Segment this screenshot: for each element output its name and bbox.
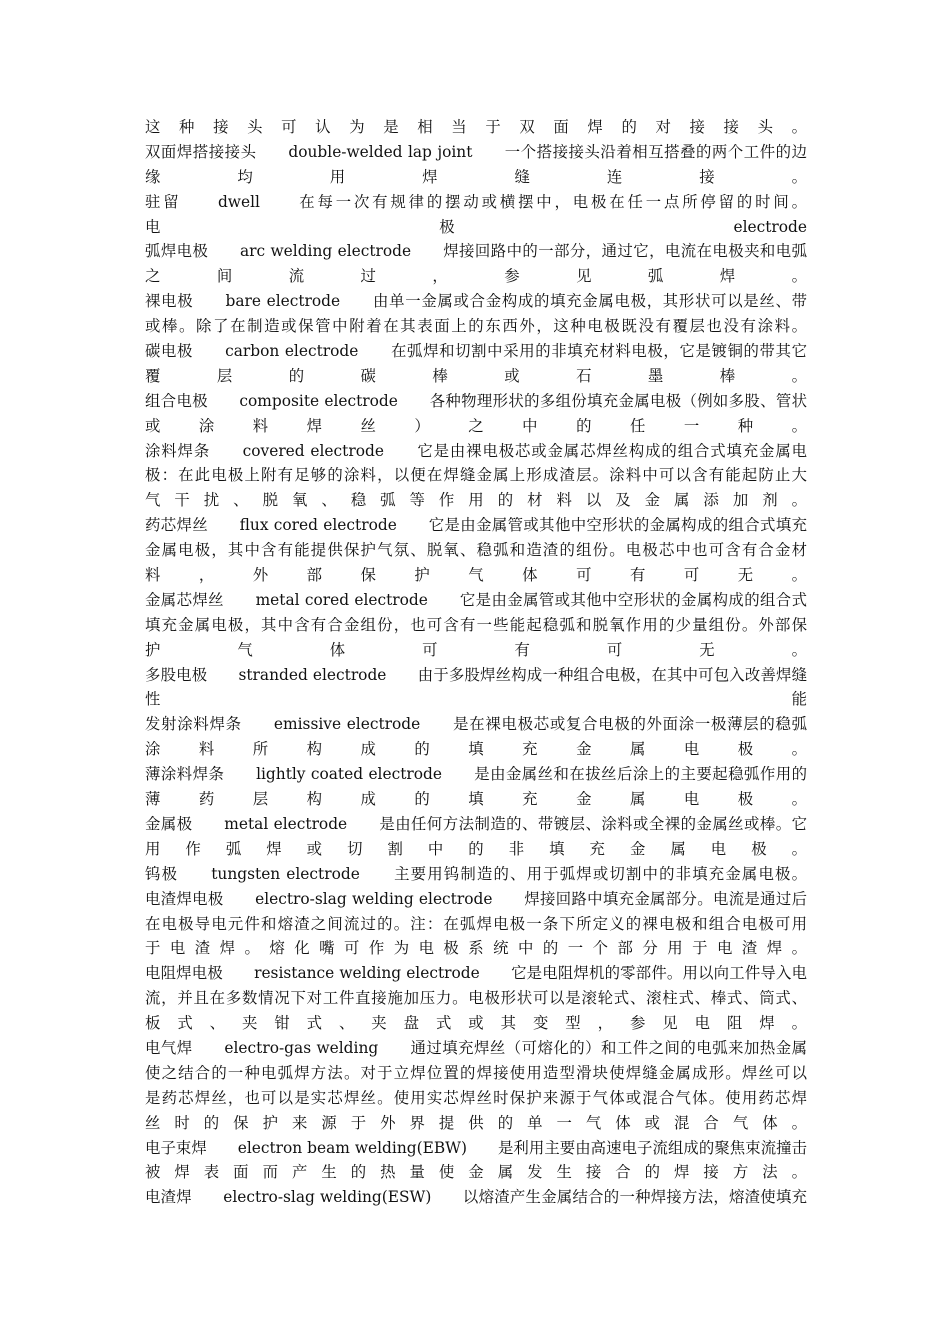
text-line: 填充金属电极，其中含有合金组份，也可含有一些能起稳弧和脱氧作用的少量组份。外部保 (145, 615, 807, 634)
text-line: 护 气 体 可 有 可 无 。 (145, 640, 807, 659)
term-entry-line: 组合电极 composite electrode 各种物理形状的多组份填充金属电极（例如多股、管状 (145, 391, 807, 410)
text-line: 性 能 (145, 690, 807, 709)
term-entry-line: 薄涂料焊条 lightly coated electrode 是由金属丝和在拔丝后涂上的主要起稳弧作用的 (145, 765, 807, 784)
document-body (145, 115, 807, 1210)
text-line: 这 种 接 头 可 认 为 是 相 当 于 双 面 焊 的 对 接 接 头 。 (145, 118, 807, 136)
term-entry-line: 裸电极 bare electrode 由单一金属或合金构成的填充金属电极，其形状可以是丝、带 (145, 292, 807, 311)
term-entry-line: 双面焊搭接接头 double-welded lap joint 一个搭接接头沿着相互搭叠的两个工件的边 (145, 142, 807, 161)
term-entry-line: 电渣焊电极 electro-slag welding electrode 焊接回路中填充金属部分。电流是通过后 (145, 889, 807, 908)
term-entry-line: 电气焊 electro-gas welding 通过填充焊丝（可熔化的）和工件之间的电弧来加热金属 (145, 1038, 807, 1057)
term-entry-line: 钨极 tungsten electrode 主要用钨制造的、用于弧焊或切割中的非填充金属电极。 (145, 864, 807, 883)
term-entry-line: 弧焊电极 arc welding electrode 焊接回路中的一部分，通过它，电流在电极夹和电弧 (145, 242, 807, 261)
term-entry-line: 电渣焊 electro-slag welding(ESW) 以熔渣产生金属结合的一种焊接方法，熔渣使填充 (145, 1188, 807, 1207)
term-entry-line: 电阻焊电极 resistance welding electrode 它是电阻焊机的零部件。用以向工件导入电 (145, 964, 807, 983)
text-line: 极：在此电极上附有足够的涂料，以便在焊缝金属上形成渣层。涂料中可以含有能起防止大 (145, 466, 807, 485)
term-entry-line: 涂料焊条 covered electrode 它是由裸电极芯或金属芯焊丝构成的组合式填充金属电 (145, 441, 807, 460)
text-line: 缘 均 用 焊 缝 连 接 。 (145, 167, 807, 186)
text-line: 涂 料 所 构 成 的 填 充 金 属 电 极 。 (145, 740, 807, 759)
text-line: 覆 层 的 碳 棒 或 石 墨 棒 。 (145, 366, 807, 385)
text-line: 流，并且在多数情况下对工件直接施加压力。电极形状可以是滚轮式、滚柱式、棒式、筒式、 (145, 989, 807, 1008)
text-line: 气 干 扰 、 脱 氧 、 稳 弧 等 作 用 的 材 料 以 及 金 属 添 加 剂 。 (145, 491, 807, 510)
text-line: 用 作 弧 焊 或 切 割 中 的 非 填 充 金 属 电 极 。 (145, 839, 807, 858)
term-entry-line: 碳电极 carbon electrode 在弧焊和切割中采用的非填充材料电极，它是镀铜的带其它 (145, 342, 807, 361)
text-line: 或棒。除了在制造或保管中附着在其表面上的东西外，这种电极既没有覆层也没有涂料。 (145, 317, 807, 336)
text-line: 在电极导电元件和熔渣之间流过的。注：在弧焊电极一条下所定义的裸电极和组合电极可用 (145, 914, 807, 933)
text-line: 于 电 渣 焊 。 熔 化 嘴 可 作 为 电 极 系 统 中 的 一 个 部 分 用 于 电 渣 焊 。 (145, 939, 807, 958)
text-line: 使之结合的一种电弧焊方法。对于立焊位置的焊接使用造型滑块使焊缝金属成形。焊丝可以 (145, 1063, 807, 1082)
term-entry-line: 药芯焊丝 flux cored electrode 它是由金属管或其他中空形状的金属构成的组合式填充 (145, 516, 807, 535)
text-line: 之 间 流 过 ， 参 见 弧 焊 。 (145, 267, 807, 286)
text-line: 丝 时 的 保 护 来 源 于 外 界 提 供 的 单 一 气 体 或 混 合 气 体 。 (145, 1113, 807, 1132)
text-line: 薄 药 层 构 成 的 填 充 金 属 电 极 。 (145, 790, 807, 809)
text-line: 或 涂 料 焊 丝 ） 之 中 的 任 一 种 。 (145, 416, 807, 435)
term-entry-line: 金属芯焊丝 metal cored electrode 它是由金属管或其他中空形状的金属构成的组合式 (145, 590, 807, 609)
term-entry-line: 多股电极 stranded electrode 由于多股焊丝构成一种组合电极，在其中可包入改善焊缝 (145, 665, 807, 684)
term-entry-line: 电子束焊 electron beam welding(EBW) 是利用主要由高速电子流组成的聚焦束流撞击 (145, 1138, 807, 1157)
text-line: 料 ， 外 部 保 护 气 体 可 有 可 无 。 (145, 566, 807, 585)
term-entry-line: 驻留 dwell 在每一次有规律的摆动或横摆中，电极在任一点所停留的时间。 (145, 192, 807, 211)
text-line: 是药芯焊丝，也可以是实芯焊丝。使用实芯焊丝时保护来源于气体或混合气体。使用药芯焊 (145, 1088, 807, 1107)
section-heading-line: 电 极 electrode (145, 217, 807, 236)
term-entry-line: 金属极 metal electrode 是由任何方法制造的、带镀层、涂料或全裸的金属丝或棒。它 (145, 814, 807, 833)
text-line: 板 式 、 夹 钳 式 、 夹 盘 式 或 其 变 型 ， 参 见 电 阻 焊 。 (145, 1014, 807, 1033)
term-entry-line: 发射涂料焊条 emissive electrode 是在裸电极芯或复合电极的外面涂一极薄层的稳弧 (145, 715, 807, 734)
text-line: 被 焊 表 面 而 产 生 的 热 量 使 金 属 发 生 接 合 的 焊 接 方 法 。 (145, 1163, 807, 1182)
text-line: 金属电极，其中含有能提供保护气氛、脱氧、稳弧和造渣的组份。电极芯中也可含有合金材 (145, 541, 807, 560)
